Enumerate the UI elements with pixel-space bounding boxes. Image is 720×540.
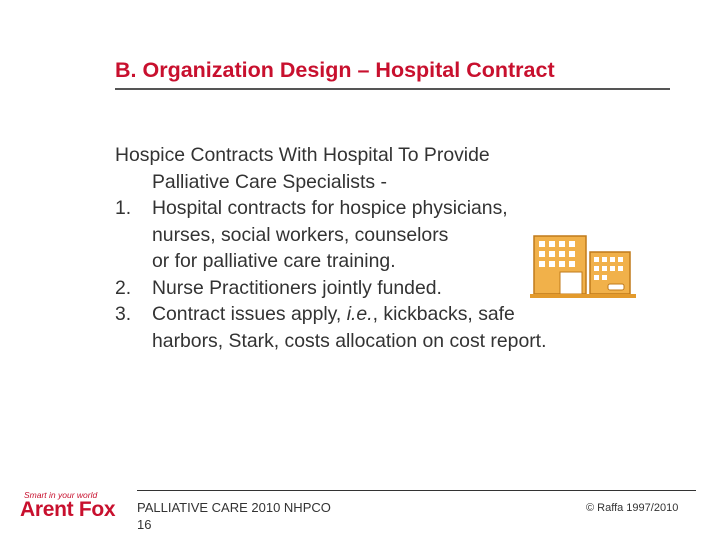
- list-item-2-line-1: Nurse Practitioners jointly funded.: [152, 276, 442, 299]
- footer-left: [137, 499, 331, 533]
- list-item-3-post: , kickbacks, safe: [372, 303, 515, 325]
- list-number-3: 3.: [115, 303, 132, 325]
- intro-line-1: Hospice Contracts With Hospital To Provide: [115, 144, 490, 166]
- intro-line-2: Palliative Care Specialists -: [152, 170, 387, 193]
- list-item-3-pre: Contract issues apply,: [152, 303, 347, 325]
- list-item-1-line-3: or for palliative care training.: [152, 250, 396, 272]
- hospital-buildings-icon: [530, 232, 636, 300]
- page-number: 16: [137, 517, 152, 532]
- logo-brand: Arent Fox: [20, 498, 116, 521]
- list-number-2: 2.: [115, 276, 132, 299]
- list-item-3-line-2: harbors, Stark, costs allocation on cost report.: [152, 329, 547, 352]
- footer-copyright: © Raffa 1997/2010: [586, 502, 679, 514]
- footer-divider: [137, 490, 696, 491]
- list-number-1: 1.: [115, 197, 132, 219]
- list-item-3-emphasis: i.e.: [346, 303, 373, 325]
- title-underline: [115, 88, 670, 90]
- arent-fox-logo: [20, 488, 130, 524]
- footer-conference: PALLIATIVE CARE 2010 NHPCO: [137, 500, 331, 515]
- list-item-1-line-2: nurses, social workers, counselors: [152, 223, 449, 246]
- slide-title: B. Organization Design – Hospital Contract: [115, 58, 555, 82]
- logo-tagline: Smart in your world: [24, 490, 98, 500]
- list-item-3: [115, 301, 675, 328]
- list-item-1-line-1: Hospital contracts for hospice physicians,: [152, 197, 508, 219]
- list-item-1: [115, 195, 675, 222]
